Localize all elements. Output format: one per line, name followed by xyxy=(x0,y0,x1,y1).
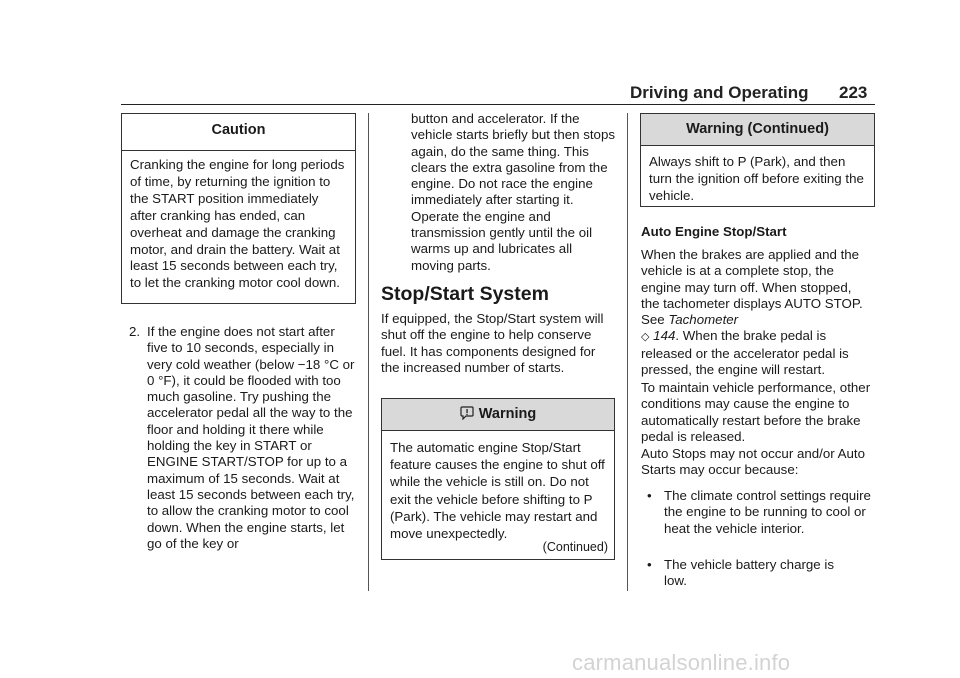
step-number: 2. xyxy=(129,324,141,339)
tachometer-link[interactable]: Tachometer xyxy=(668,312,739,328)
bullet-marker: • xyxy=(647,557,652,572)
caution-box xyxy=(121,113,356,304)
warning-title: Warning xyxy=(478,406,537,422)
page-reference[interactable]: 144 xyxy=(653,328,676,344)
column-divider-1 xyxy=(368,113,369,591)
warning-continued-text: Always shift to P (Park), and then turn the ignition off before exiting the vehicle. xyxy=(649,154,864,204)
watermark: carmanualsonline.info xyxy=(572,650,791,675)
warning-continued-header: Warning (Continued) xyxy=(641,114,874,146)
warning-box xyxy=(381,398,615,560)
section-title: Stop/Start System xyxy=(381,283,549,305)
page-ref-icon: ◇ xyxy=(641,331,650,344)
stop-start-intro: If equipped, the Stop/Start system will shut off the engine to help conserve fuel. It has components designed for the increased number of starts. xyxy=(381,311,604,375)
bullet-marker: • xyxy=(647,488,652,503)
warning-header xyxy=(382,399,614,431)
auto-stop-paragraph-1: When the brakes are applied and the vehicle is at a complete stop, the engine may turn off. When stopped, the tachometer displays AUTO STOP. See Tachometer ◇ 144. When the brake pedal is released or the accelerator pedal is pressed, the engine will restart. xyxy=(641,247,863,378)
warning-icon xyxy=(460,406,474,420)
auto-stop-paragraph-2: To maintain vehicle performance, other conditions may cause the engine to automatically restart before the brake pedal is released. xyxy=(641,380,871,444)
bullet-item: • The climate control settings require the engine to be running to cool or heat the vehicle interior. xyxy=(647,488,871,536)
bullet-item: • The vehicle battery charge is low. xyxy=(647,557,834,589)
section-header: Driving and Operating xyxy=(630,83,809,102)
warning-text: The automatic engine Stop/Start feature causes the engine to shut off while the vehicle is still on. Do not exit the vehicle before shifting to P (Park). The vehicle may restart and move unexpectedly. xyxy=(390,440,605,542)
continued-label: (Continued) xyxy=(542,539,608,554)
caution-title: Caution xyxy=(211,122,266,138)
page-number: 223 xyxy=(839,83,868,102)
caution-text: Cranking the engine for long periods of time, by returning the ignition to the START position immediately after cranking has ended, can overheat and damage the cranking motor, and drain the battery. Wait at least 15 seconds between each try, to let the cranking motor cool down. xyxy=(130,157,345,291)
continued-paragraph: button and accelerator. If the vehicle starts briefly but then stops again, do the same thing. This clears the extra gasoline from the engine. Do not race the engine immediately after starting it. Operate the engine and transmission gently until the oil warms up and lubricates all moving parts. xyxy=(411,111,615,273)
step-2-text: If the engine does not start after five to 10 seconds, especially in very cold weather (below −18 °C or 0 °F), it could be flooded with too much gasoline. Try pushing the accelerator pedal all the way to the floor and holding it there while holding the key in START or ENGINE START/STOP for up to a maximum of 15 seconds. Wait at least 15 seconds between each try, to allow the cranking motor to cool down. When the engine starts, let go of the key or xyxy=(147,324,355,551)
warning-continued-box xyxy=(640,113,875,207)
auto-stop-subhead: Auto Engine Stop/Start xyxy=(641,224,787,239)
header-divider xyxy=(121,104,875,105)
column-divider-2 xyxy=(627,113,628,591)
auto-stop-paragraph-3: Auto Stops may not occur and/or Auto Starts may occur because: xyxy=(641,446,865,478)
